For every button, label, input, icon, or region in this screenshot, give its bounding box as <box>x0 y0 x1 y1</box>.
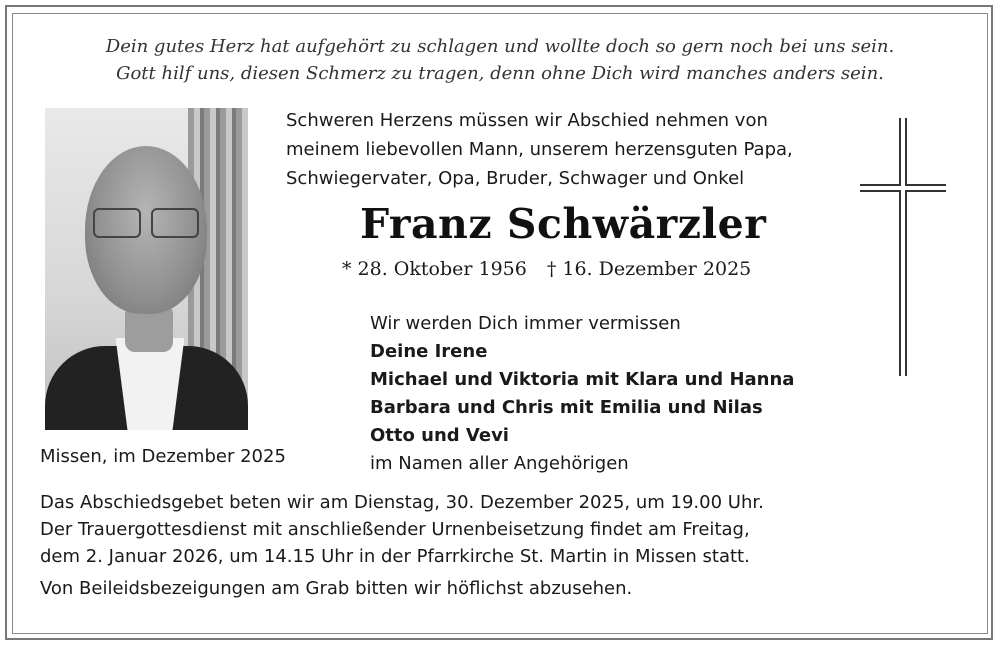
family-closing: im Namen aller Angehörigen <box>370 453 629 474</box>
deceased-name: Franz Schwärzler <box>360 200 767 248</box>
service-line-1: Das Abschiedsgebet beten wir am Dienstag, 30. Dezember 2025, um 19.00 Uhr. <box>40 492 764 513</box>
service-line-3: dem 2. Januar 2026, um 14.15 Uhr in der Pfarrkirche St. Martin in Missen statt. <box>40 546 750 567</box>
condolence-note: Von Beileidsbezeigungen am Grab bitten wir höflichst abzusehen. <box>40 578 633 599</box>
family-intro: Wir werden Dich immer vermissen <box>370 313 681 334</box>
service-line-2: Der Trauergottesdienst mit anschließender Urnenbeisetzung findet am Freitag, <box>40 519 750 540</box>
place-date: Missen, im Dezember 2025 <box>40 446 286 467</box>
death-date: † 16. Dezember 2025 <box>546 258 752 280</box>
intro-line-1: Schweren Herzens müssen wir Abschied nehmen von <box>286 110 768 131</box>
service-info <box>40 489 960 570</box>
motto-line-2: Gott hilf uns, diesen Schmerz zu tragen, denn ohne Dich wird manches anders sein. <box>116 63 884 84</box>
family-member: Deine Irene <box>370 341 488 362</box>
family-member: Otto und Vevi <box>370 425 509 446</box>
intro-line-2: meinem liebevollen Mann, unserem herzensguten Papa, <box>286 139 793 160</box>
life-dates <box>342 258 751 280</box>
intro-text <box>286 106 886 193</box>
birth-date: * 28. Oktober 1956 <box>342 258 527 280</box>
family-signatures <box>370 310 870 478</box>
motto-line-1: Dein gutes Herz hat aufgehört zu schlagen und wollte doch so gern noch bei uns sein. <box>105 36 895 57</box>
cross-icon <box>860 118 946 376</box>
intro-line-3: Schwiegervater, Opa, Bruder, Schwager und Onkel <box>286 168 745 189</box>
family-member: Barbara und Chris mit Emilia und Nilas <box>370 397 763 418</box>
portrait-photo <box>45 108 248 430</box>
family-member: Michael und Viktoria mit Klara und Hanna <box>370 369 795 390</box>
